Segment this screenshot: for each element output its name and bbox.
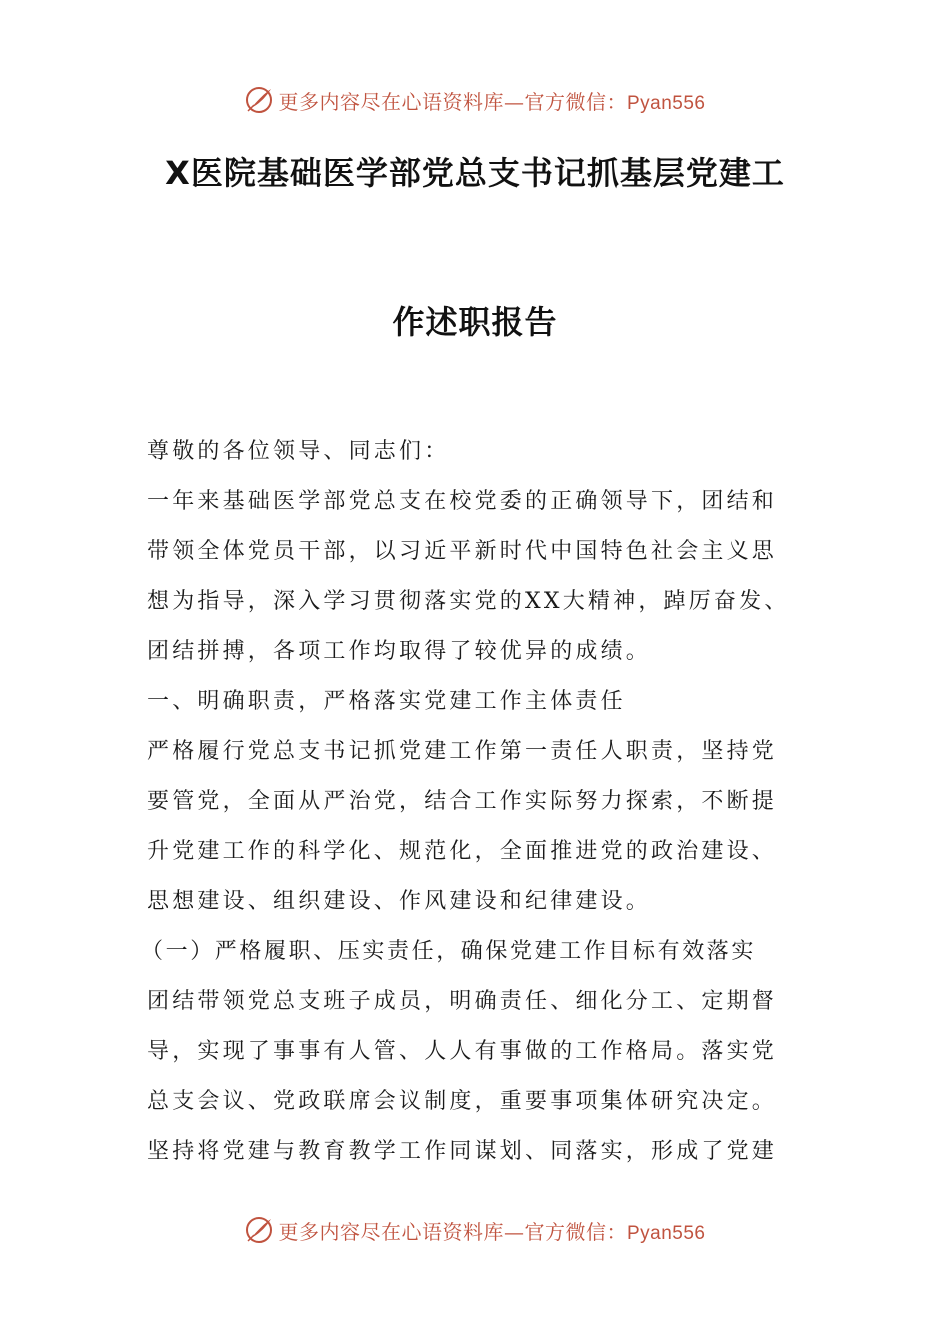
watermark-footer: [0, 1210, 950, 1250]
subsection-heading: （一）严格履职、压实责任，确保党建工作目标有效落实: [141, 939, 757, 964]
document-title-line-1: X医院基础医学部党总支书记抓基层党建工: [165, 154, 785, 192]
watermark-header: [0, 80, 950, 120]
watermark-wechat-id: Pyan556: [626, 92, 706, 114]
watermark-text: 更多内容尽在心语资料库: [278, 89, 504, 114]
body-line: 团结拼搏，各项工作均取得了较优异的成绩。: [147, 639, 652, 664]
watermark-wechat-id: Pyan556: [626, 1222, 706, 1244]
body-line: 总支会议、党政联席会议制度，重要事项集体研究决定。: [147, 1089, 778, 1114]
watermark-dash: —: [503, 89, 525, 114]
body-line: 思想建设、组织建设、作风建设和纪律建设。: [147, 889, 652, 914]
quill-logo-icon: [244, 85, 274, 115]
body-line: 团结带领党总支班子成员，明确责任、细化分工、定期督: [147, 989, 778, 1014]
body-line: 尊敬的各位领导、同志们：: [147, 439, 450, 464]
body-line: 带领全体党员干部，以习近平新时代中国特色社会主义思: [147, 539, 778, 564]
watermark-wechat-label: 官方微信：: [524, 1219, 627, 1244]
body-line: 想为指导，深入学习贯彻落实党的XX大精神，踔厉奋发、: [147, 589, 790, 614]
body-line: 要管党，全面从严治党，结合工作实际努力探索，不断提: [147, 789, 778, 814]
watermark-text: 更多内容尽在心语资料库: [278, 1219, 504, 1244]
body-line: 升党建工作的科学化、规范化，全面推进党的政治建设、: [147, 839, 778, 864]
watermark-wechat-label: 官方微信：: [524, 89, 627, 114]
body-line: 一年来基础医学部党总支在校党委的正确领导下，团结和: [147, 489, 778, 514]
body-line: 导，实现了事事有人管、人人有事做的工作格局。落实党: [147, 1039, 778, 1064]
body-line: 坚持将党建与教育教学工作同谋划、同落实，形成了党建: [147, 1139, 778, 1164]
section-heading: 一、明确职责，严格落实党建工作主体责任: [147, 689, 626, 714]
watermark-dash: —: [503, 1219, 525, 1244]
document-title-line-2: 作述职报告: [392, 303, 558, 341]
quill-logo-icon: [244, 1215, 274, 1245]
body-line: 严格履行党总支书记抓党建工作第一责任人职责，坚持党: [147, 739, 778, 764]
